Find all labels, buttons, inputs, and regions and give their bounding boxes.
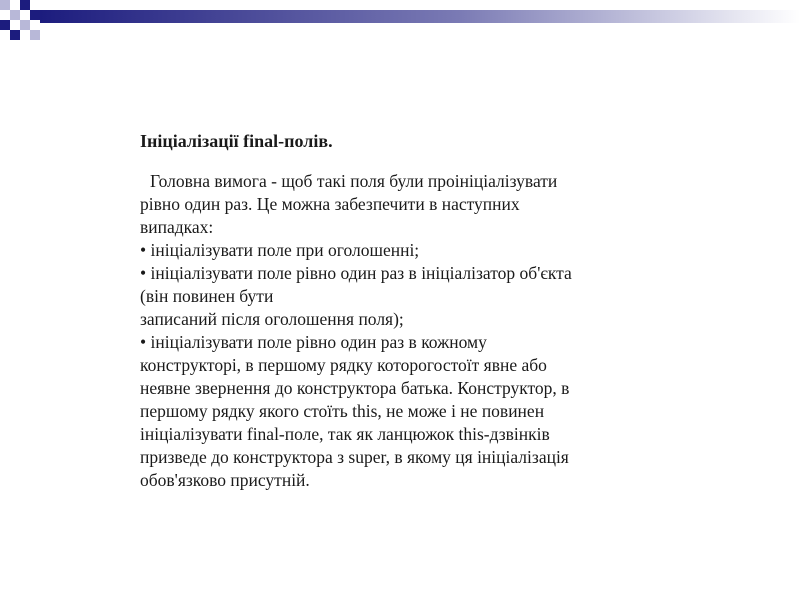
body-line: записаний після оголошення поля); <box>140 309 404 329</box>
body-line: випадках: <box>140 217 214 237</box>
body-line: першому рядку якого стоїть this, не може і не повинен <box>140 401 545 421</box>
gradient-bar <box>40 10 800 23</box>
body-line: Головна вимога - щоб такі поля були проініціалізувати <box>150 171 558 191</box>
body-line: рівно один раз. Це можна забезпечити в наступних <box>140 194 520 214</box>
slide-body <box>140 170 660 492</box>
bullet-item: • ініціалізувати поле рівно один раз в кожному <box>140 332 487 352</box>
body-line: ініціалізувати final-поле, так як ланцюжок this-дзвінків <box>140 424 550 444</box>
bullet-item: • ініціалізувати поле рівно один раз в ініціалізатор об'єкта <box>140 263 572 283</box>
body-line: (він повинен бути <box>140 286 274 306</box>
decorative-squares <box>0 0 40 40</box>
body-line: конструкторі, в першому рядку которогостоїт явне або <box>140 355 547 375</box>
body-line: неявне звернення до конструктора батька. Конструктор, в <box>140 378 570 398</box>
bullet-item: • ініціалізувати поле при оголошенні; <box>140 240 420 260</box>
body-line: обов'язково присутній. <box>140 470 310 490</box>
body-line: призведе до конструктора з super, в якому ця ініціалізація <box>140 447 569 467</box>
slide-title: Ініціалізації final-полів. <box>140 131 333 151</box>
